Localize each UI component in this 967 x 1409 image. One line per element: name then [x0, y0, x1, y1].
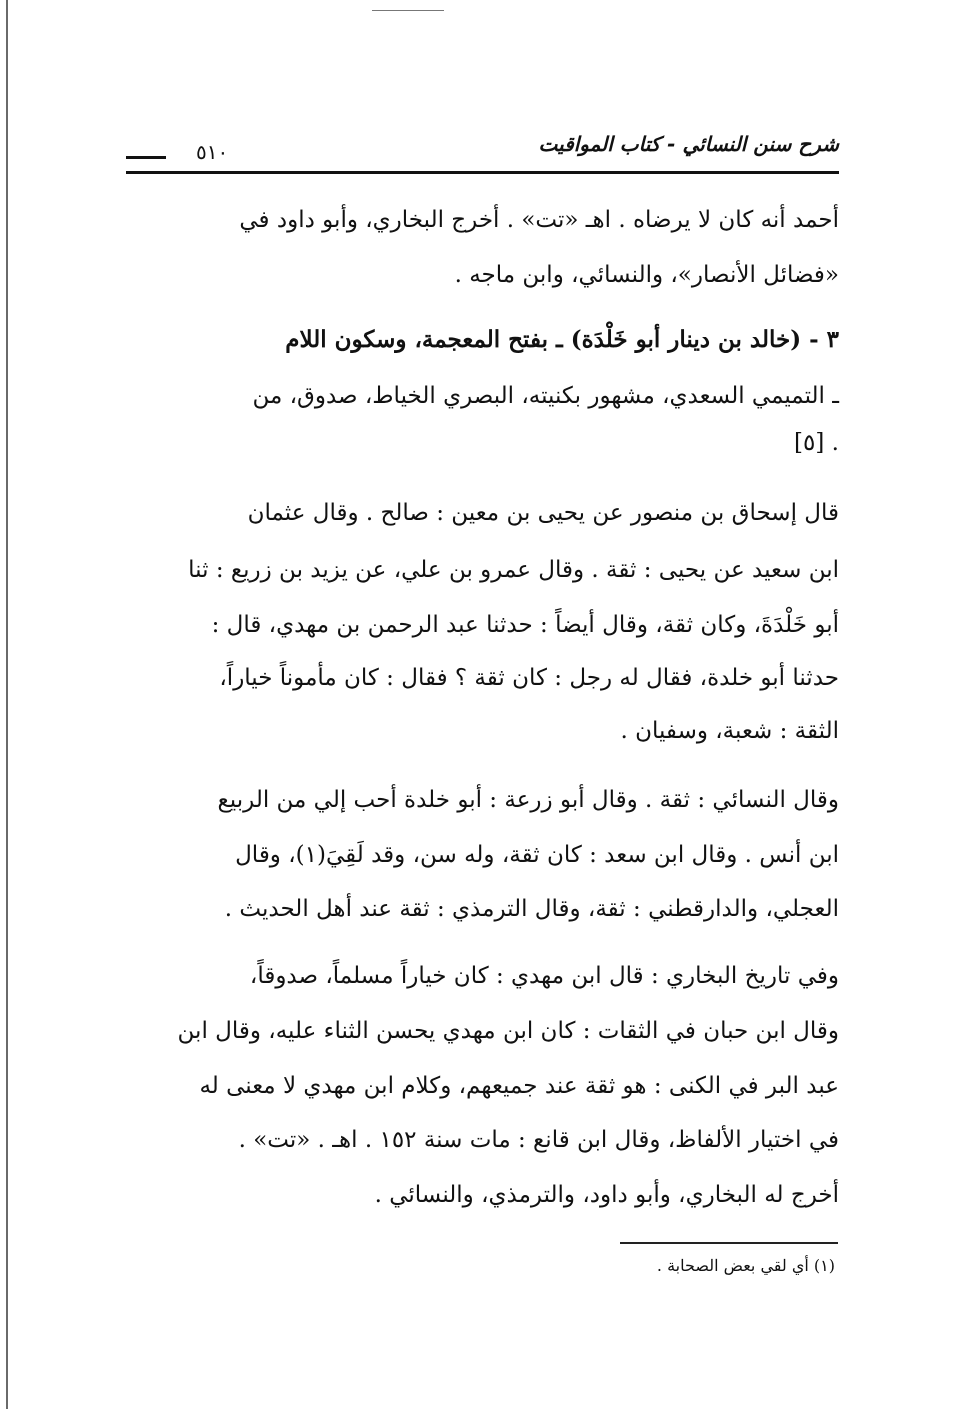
footnote-rule	[620, 1242, 838, 1244]
body-line: «فضائل الأنصار»، والنسائي، وابن ماجه .	[454, 262, 839, 288]
body-line: ـ التميمي السعدي، مشهور بكنيته، البصري الخياط، صدوق، من	[252, 383, 839, 409]
body-line: قال إسحاق بن منصور عن يحيى بن معين : صالح . وقال عثمان	[247, 500, 839, 526]
body-line: العجلي، والدارقطني : ثقة، وقال الترمذي : ثقة عند أهل الحديث .	[224, 896, 839, 922]
body-line: في اختيار الألفاظ، وقال ابن قانع : مات سنة ١٥٢ . اهـ . «تت» .	[238, 1127, 839, 1153]
body-line: الثقة : شعبة، وسفيان .	[620, 718, 839, 744]
body-line: ابن أنس . وقال ابن سعد : كان ثقة، وله سن، وقد لَقِيَ(١)، وقال	[235, 842, 839, 868]
body-line: أحمد أنه كان لا يرضاه . اهـ «تت» . أخرج البخاري، وأبو داود في	[239, 207, 839, 233]
body-line: أبو خَلْدَةَ، وكان ثقة، وقال أيضاً : حدثنا عبد الرحمن بن مهدي، قال :	[211, 612, 839, 638]
body-line: عبد البر في الكنى : هو ثقة عند جميعهم، وكلام ابن مهدي لا معنى له	[199, 1073, 839, 1099]
top-rule	[372, 10, 444, 11]
header-rule	[126, 171, 839, 174]
body-line: . [٥]	[794, 430, 839, 456]
body-line: وقال النسائي : ثقة . وقال أبو زرعة : أبو خلدة أحب إلي من الربيع	[217, 787, 839, 813]
body-line: أخرج له البخاري، وأبو داود، والترمذي، والنسائي .	[374, 1182, 839, 1208]
narrator-heading: ٣ - (خالد بن دينار أبو خَلْدَة) ـ بفتح المعجمة، وسكون اللام	[285, 326, 839, 353]
running-title: شرح سنن النسائي - كتاب المواقيت	[538, 132, 839, 156]
page-number: ٥١٠	[196, 140, 229, 164]
footnote: (١) أي لقي بعض الصحابة .	[656, 1256, 835, 1275]
page-edge-rule	[6, 0, 8, 1409]
page-number-dash	[126, 156, 166, 159]
body-line: حدثنا أبو خلدة، فقال له رجل : كان ثقة ؟ فقال : كان مأموناً خياراً،	[219, 665, 839, 691]
body-line: وفي تاريخ البخاري : قال ابن مهدي : كان خياراً مسلماً، صدوقاً،	[249, 963, 839, 989]
body-line: وقال ابن حبان في الثقات : كان ابن مهدي يحسن الثناء عليه، وقال ابن	[177, 1018, 839, 1044]
body-line: ابن سعيد عن يحيى : ثقة . وقال عمرو بن علي، عن يزيد بن زريع : ثنا	[188, 557, 839, 583]
page-header	[126, 128, 839, 178]
